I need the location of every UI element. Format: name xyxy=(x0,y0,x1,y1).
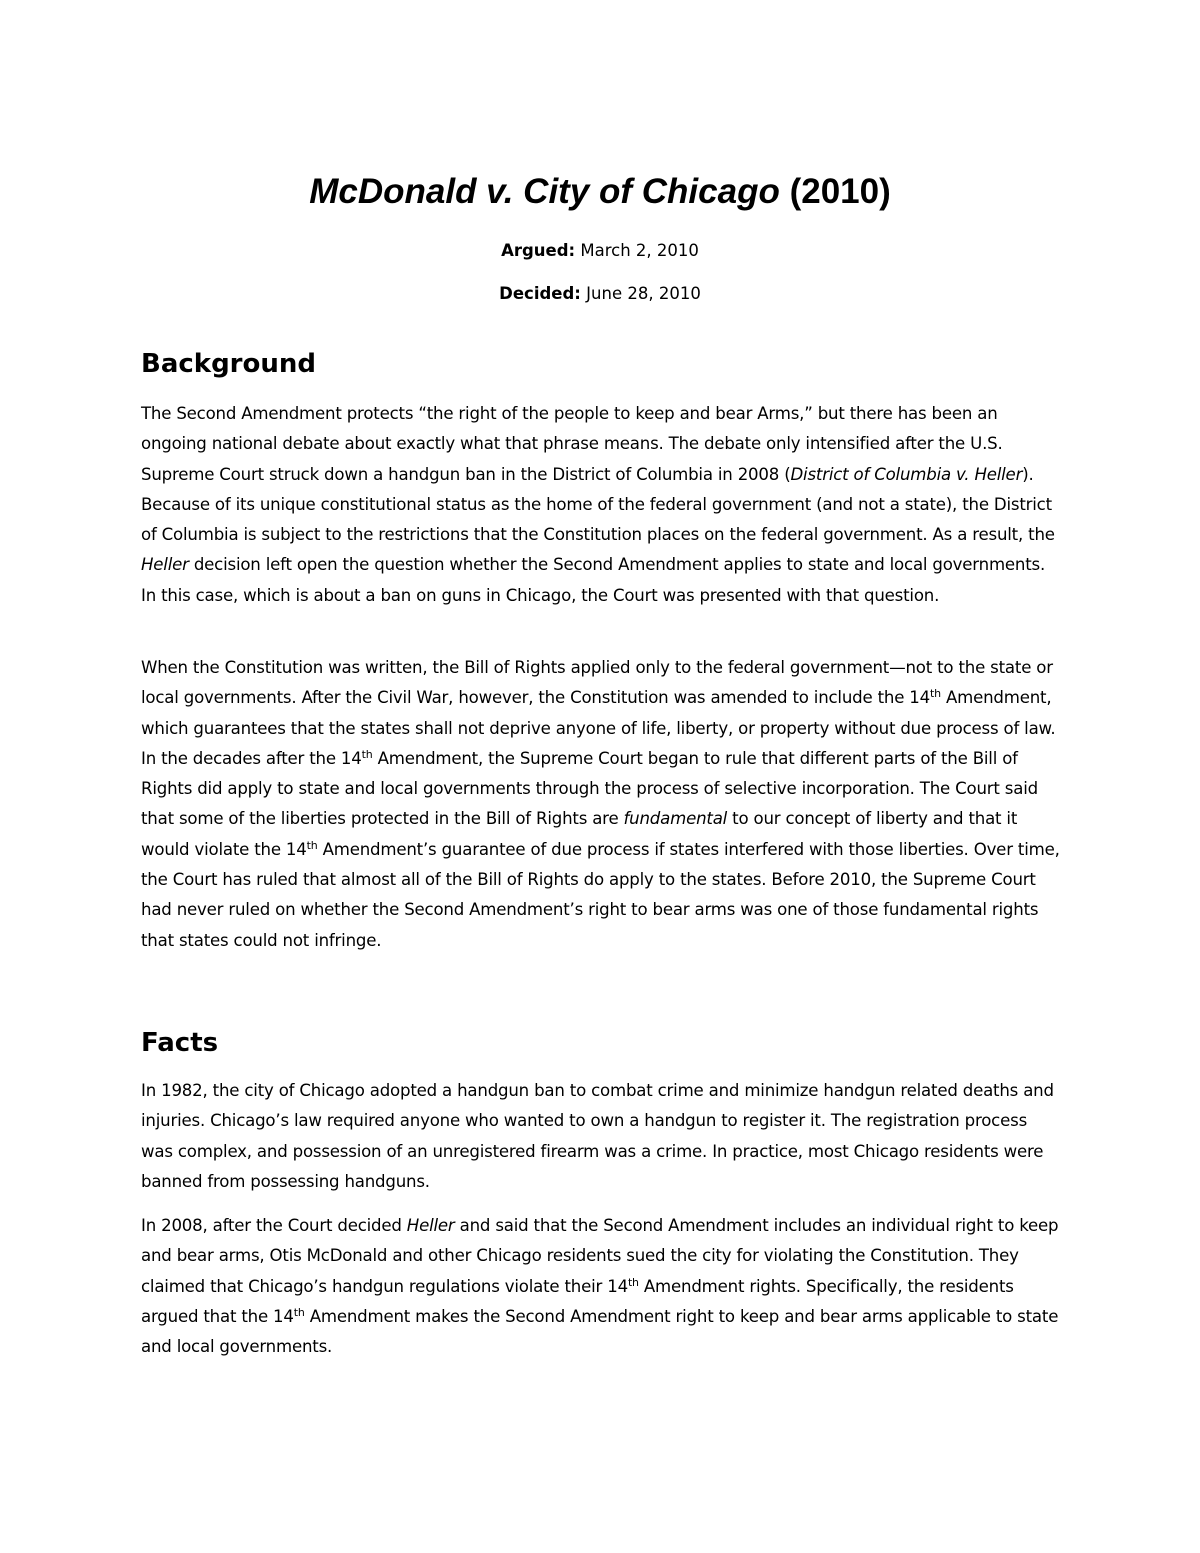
text-run: Amendment’s guarantee of due process if states interfered with those liberties. Over time, the Court has ruled that almost all of the Bill of Rights do apply to the states. Before 2010, the Supreme Court had never ruled on whether the Second Amendment’s right to bear arms was one of those fundamental rights that states could not infringe. xyxy=(141,839,1060,950)
text-run: to our concept of liberty and that it would violate the 14 xyxy=(141,809,1018,859)
page-title xyxy=(0,170,1200,214)
text-run: In 2008, after the Court decided xyxy=(141,1216,407,1235)
text-run: Amendment makes the Second Amendment right to keep and bear arms applicable to state and local governments. xyxy=(141,1306,1059,1357)
argued-line xyxy=(0,240,1200,262)
ordinal-suffix: th xyxy=(306,838,318,852)
text-run: and said that the Second Amendment includes an individual right to keep and bear arms, Otis McDonald and other Chicago residents sued the city for violating the Constitution. They claimed that Chicago’s handgun regulations violate their 14 xyxy=(141,1216,1059,1296)
ordinal-suffix: th xyxy=(930,687,941,701)
text-run: When the Constitution was written, the Bill of Rights applied only to the federal government—not to the state or local governments. After the Civil War, however, the Constitution was amended to include the 14 xyxy=(141,658,1053,708)
argued-label: Argued: xyxy=(501,241,576,260)
decided-label: Decided: xyxy=(499,284,581,303)
facts-paragraph-1 xyxy=(141,1076,1063,1197)
background-heading: Background xyxy=(141,349,316,379)
text-run: decision left open the question whether the Second Amendment applies to state and local governments. In this case, which is about a ban on guns in Chicago, the Court was presented with that question. xyxy=(141,555,1046,605)
text-run: The Second Amendment protects “the right of the people to keep and bear Arms,” but there has been an ongoing national debate about exactly what that phrase means. The debate only intensified after the U.S. Supreme Court struck down a handgun ban in the District of Columbia in 2008 ( xyxy=(141,404,1003,484)
background-paragraph-1 xyxy=(141,399,1063,611)
case-citation: District of Columbia v. Heller xyxy=(790,464,1023,484)
decided-line xyxy=(0,283,1200,305)
background-paragraph-2 xyxy=(141,653,1063,956)
facts-paragraph-2 xyxy=(141,1211,1063,1362)
ordinal-suffix: th xyxy=(361,747,373,761)
case-name: McDonald v. City of Chicago xyxy=(309,172,780,211)
text-run: ). Because of its unique constitutional status as the home of the federal government (and not a state), the District of Columbia is subject to the restrictions that the Constitution places on the federal government. As a result, the xyxy=(141,464,1055,545)
text-run: Amendment, the Supreme Court began to rule that different parts of the Bill of Rights did apply to state and local governments through the process of selective incorporation. The Court said that some of the liberties protected in the Bill of Rights are xyxy=(141,748,1038,829)
case-citation: Heller xyxy=(406,1216,455,1235)
text-run: Amendment, which guarantees that the states shall not deprive anyone of life, liberty, or property without due process of law. In the decades after the 14 xyxy=(141,688,1056,768)
emphasis: fundamental xyxy=(623,809,728,829)
facts-heading: Facts xyxy=(141,1028,219,1058)
ordinal-suffix: th xyxy=(627,1275,639,1289)
case-citation: Heller xyxy=(141,555,189,575)
case-year: (2010) xyxy=(779,172,891,211)
ordinal-suffix: th xyxy=(293,1305,305,1319)
text-run: In 1982, the city of Chicago adopted a handgun ban to combat crime and minimize handgun related deaths and injuries. Chicago’s law required anyone who wanted to own a handgun to register it. The registration process was complex, and possession of an unregistered firearm was a crime. In practice, most Chicago residents were banned from possessing handguns. xyxy=(141,1081,1054,1191)
argued-date: March 2, 2010 xyxy=(575,241,699,260)
decided-date: June 28, 2010 xyxy=(580,284,701,303)
text-run: Amendment rights. Specifically, the residents argued that the 14 xyxy=(141,1276,1014,1326)
